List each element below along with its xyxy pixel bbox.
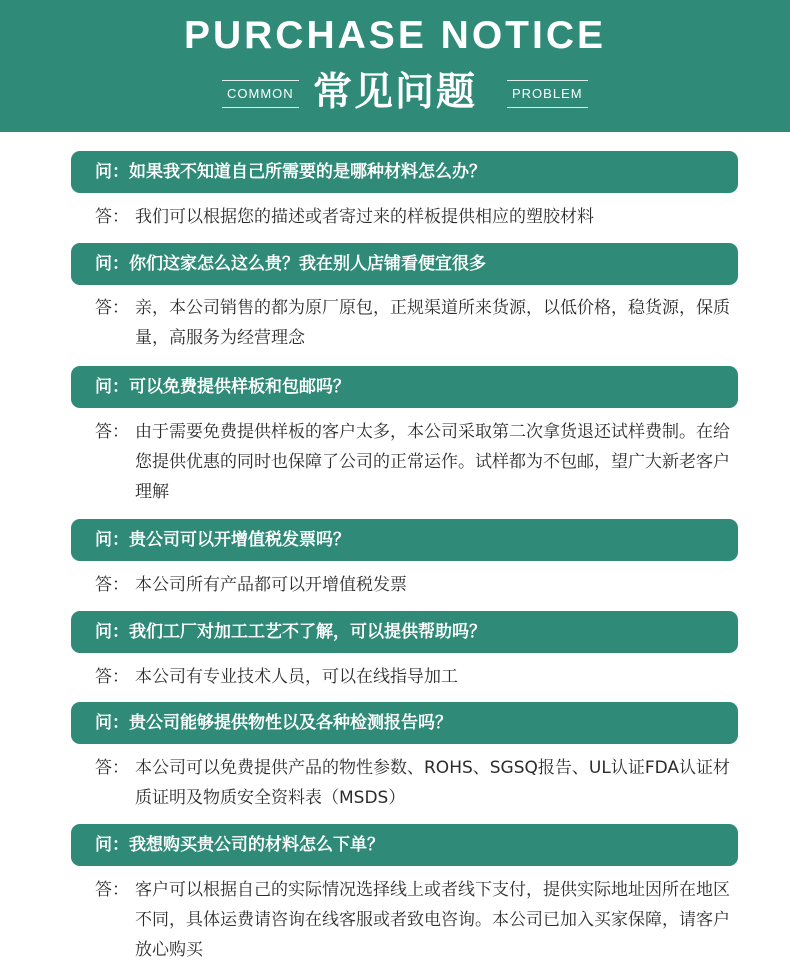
- question-bar: [71, 366, 738, 408]
- problem-tag: PROBLEM: [507, 80, 588, 108]
- question-text: 如果我不知道自己所需要的是哪种材料怎么办？: [129, 162, 486, 182]
- question-prefix: 问：: [95, 713, 129, 733]
- answer-block: [95, 293, 740, 353]
- answer-block: [95, 417, 740, 507]
- answer-prefix: 答：: [95, 422, 129, 442]
- subtitle-row: [0, 68, 790, 118]
- page-title: PURCHASE NOTICE: [183, 14, 607, 57]
- answer-text: 我们可以根据您的描述或者寄过来的样板提供相应的塑胶材料: [135, 207, 594, 227]
- question-bar: [71, 824, 738, 866]
- answer-prefix: 答：: [95, 298, 129, 318]
- answer-text: 本公司所有产品都可以开增值税发票: [135, 575, 407, 595]
- common-tag: COMMON: [222, 80, 299, 108]
- answer-prefix: 答：: [95, 575, 129, 595]
- chinese-title: 常见问题: [312, 70, 477, 115]
- question-bar: [71, 611, 738, 653]
- question-text: 你们这家怎么这么贵？我在别人店铺看便宜很多: [129, 254, 486, 274]
- answer-prefix: 答：: [95, 207, 129, 227]
- answer-text: 由于需要免费提供样板的客户太多，本公司采取第二次拿货退还试样费制。在给您提供优惠的同时也保障了公司的正常运作。试样都为不包邮，望广大新老客户理解: [135, 422, 730, 502]
- answer-prefix: 答：: [95, 758, 129, 778]
- question-prefix: 问：: [95, 162, 129, 182]
- question-prefix: 问：: [95, 254, 129, 274]
- answer-block: [95, 875, 740, 965]
- question-prefix: 问：: [95, 377, 129, 397]
- question-text: 贵公司能够提供物性以及各种检测报告吗？: [129, 713, 452, 733]
- question-text: 可以免费提供样板和包邮吗？: [129, 377, 350, 397]
- question-bar: [71, 151, 738, 193]
- question-prefix: 问：: [95, 835, 129, 855]
- question-prefix: 问：: [95, 530, 129, 550]
- answer-text: 本公司可以免费提供产品的物性参数、ROHS、SGSQ报告、UL认证FDA认证材质证明及物质安全资料表（MSDS）: [135, 758, 731, 808]
- question-bar: [71, 702, 738, 744]
- answer-block: [95, 662, 740, 692]
- header-banner: [0, 0, 790, 132]
- question-prefix: 问：: [95, 622, 129, 642]
- question-bar: [71, 519, 738, 561]
- answer-text: 本公司有专业技术人员，可以在线指导加工: [135, 667, 458, 687]
- question-bar: [71, 243, 738, 285]
- answer-text: 客户可以根据自己的实际情况选择线上或者线下支付，提供实际地址因所在地区不同，具体运费请咨询在线客服或者致电咨询。本公司已加入买家保障，请客户放心购买: [135, 880, 730, 960]
- answer-block: [95, 570, 740, 600]
- answer-block: [95, 202, 740, 232]
- question-text: 贵公司可以开增值税发票吗？: [129, 530, 350, 550]
- answer-block: [95, 753, 740, 813]
- answer-prefix: 答：: [95, 667, 129, 687]
- answer-text: 亲，本公司销售的都为原厂原包，正规渠道所来货源，以低价格，稳货源，保质量，高服务为经营理念: [135, 298, 730, 348]
- question-text: 我想购买贵公司的材料怎么下单？: [129, 835, 384, 855]
- answer-prefix: 答：: [95, 880, 129, 900]
- question-text: 我们工厂对加工工艺不了解，可以提供帮助吗？: [129, 622, 486, 642]
